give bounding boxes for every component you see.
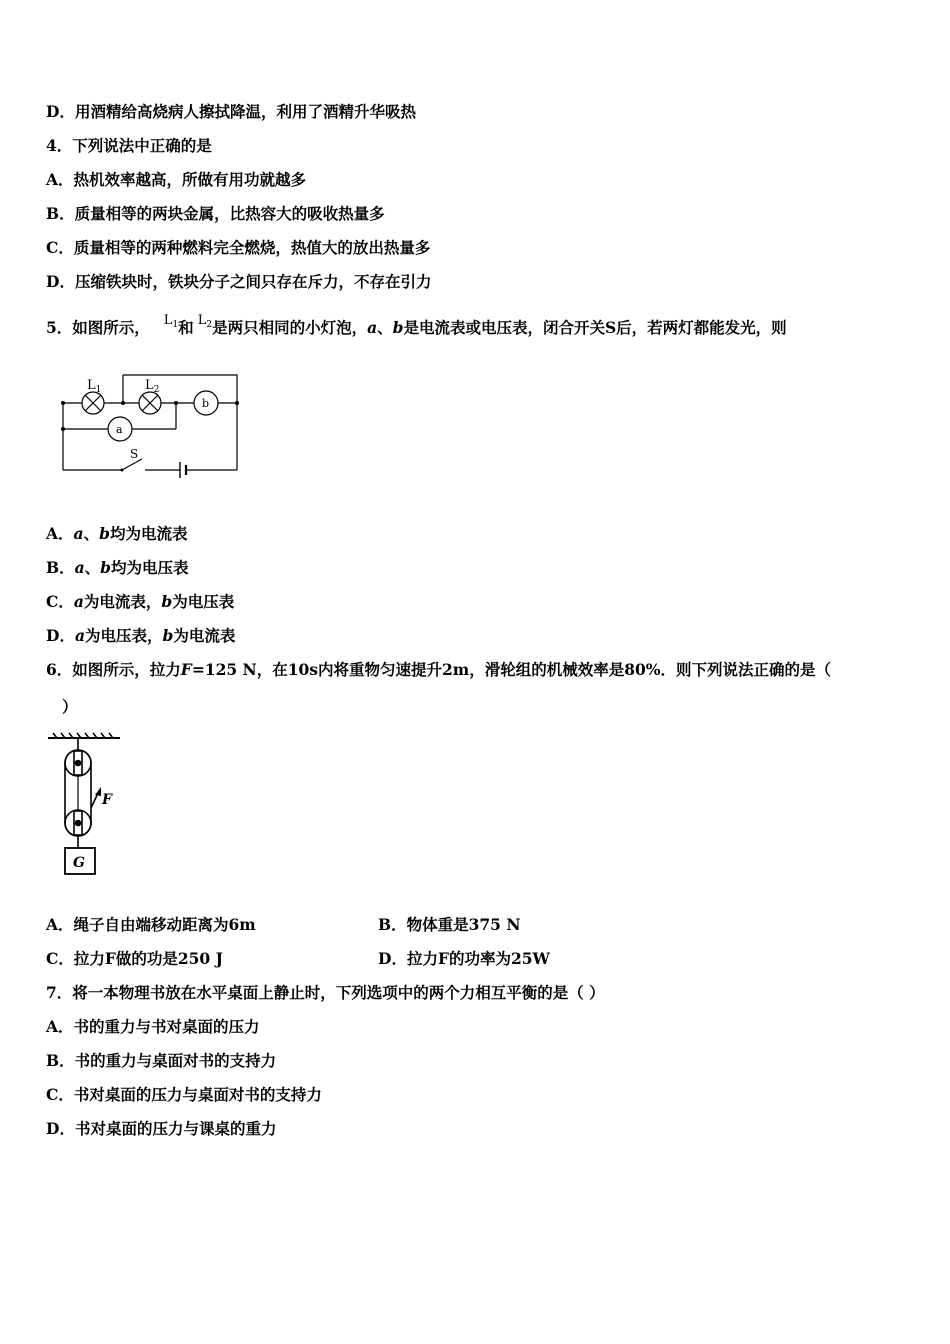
q4-option-d: D．压缩铁块时，铁块分子之间只存在斥力，不存在引力	[46, 272, 432, 291]
q5-stem	[46, 313, 787, 341]
q6-option-a: A．绳子自由端移动距离为6m	[46, 915, 256, 934]
q4-stem: 4．下列说法中正确的是	[46, 136, 212, 155]
fig-label-l1: $L_1$	[87, 378, 102, 395]
q7-option-b: B．书的重力与桌面对书的支持力	[46, 1051, 277, 1070]
q4-option-a: A．热机效率越高，所做有用功就越多	[46, 170, 307, 189]
q6-pulley-diagram	[45, 733, 125, 878]
q6-stem-close: ）	[62, 697, 78, 716]
q7-option-c: C．书对桌面的压力与桌面对书的支持力	[46, 1085, 322, 1104]
fig-label-s: S	[130, 447, 139, 461]
q7-option-a: A．书的重力与书对桌面的压力	[46, 1017, 260, 1036]
q7-option-d: D．书对桌面的压力与课桌的重力	[46, 1119, 277, 1138]
q5-var-b: b	[392, 318, 404, 337]
fig-label-g: G	[73, 855, 85, 871]
q4-option-b: B．质量相等的两块金属，比热容大的吸收热量多	[46, 204, 385, 223]
q5-var-a: a	[367, 318, 378, 337]
q5-option-b: B．a、b均为电压表	[46, 558, 189, 577]
q4-option-c: C．质量相等的两种燃料完全燃烧，热值大的放出热量多	[46, 238, 431, 257]
q5-stem-prefix: 5．如图所示，	[46, 318, 150, 337]
q5-stem-suffix: 是电流表或电压表，闭合开关S后，若两灯都能发光，则	[403, 318, 787, 337]
q5-option-c: C．a为电流表，b为电压表	[46, 592, 235, 611]
q5-label-l1: L	[163, 313, 173, 328]
q5-and: 和	[178, 318, 194, 337]
q6-option-b: B．物体重是375 N	[378, 915, 521, 934]
q5-circuit-diagram	[60, 370, 250, 485]
q5-option-a: A．a、b均为电流表	[46, 524, 188, 543]
q5-sep: 、	[377, 318, 393, 337]
q5-option-d: D．a为电压表，b为电流表	[46, 626, 236, 645]
q5-label-l1-sub: 1	[172, 320, 179, 330]
q6-option-c: C．拉力F做的功是250 J	[46, 949, 223, 968]
q5-label-l2: L	[197, 313, 207, 328]
q5-label-l2-sub: 2	[206, 320, 213, 330]
fig-label-b: b	[202, 397, 210, 410]
q6-option-d: D．拉力F的功率为25W	[378, 949, 550, 968]
q5-stem-mid: 是两只相同的小灯泡，	[212, 318, 368, 337]
fig-label-f: F	[102, 792, 112, 808]
fig-label-a: a	[116, 423, 123, 436]
fig-label-l2: $L_2$	[145, 378, 160, 395]
q6-stem: 6．如图所示，拉力F=125 N，在10s内将重物匀速提升2m，滑轮组的机械效率是80%．则下列说法正确的是（	[46, 660, 832, 679]
q7-stem: 7．将一本物理书放在水平桌面上静止时，下列选项中的两个力相互平衡的是（ ）	[46, 983, 605, 1002]
q3-option-d: D．用酒精给高烧病人擦拭降温，利用了酒精升华吸热	[46, 102, 416, 121]
